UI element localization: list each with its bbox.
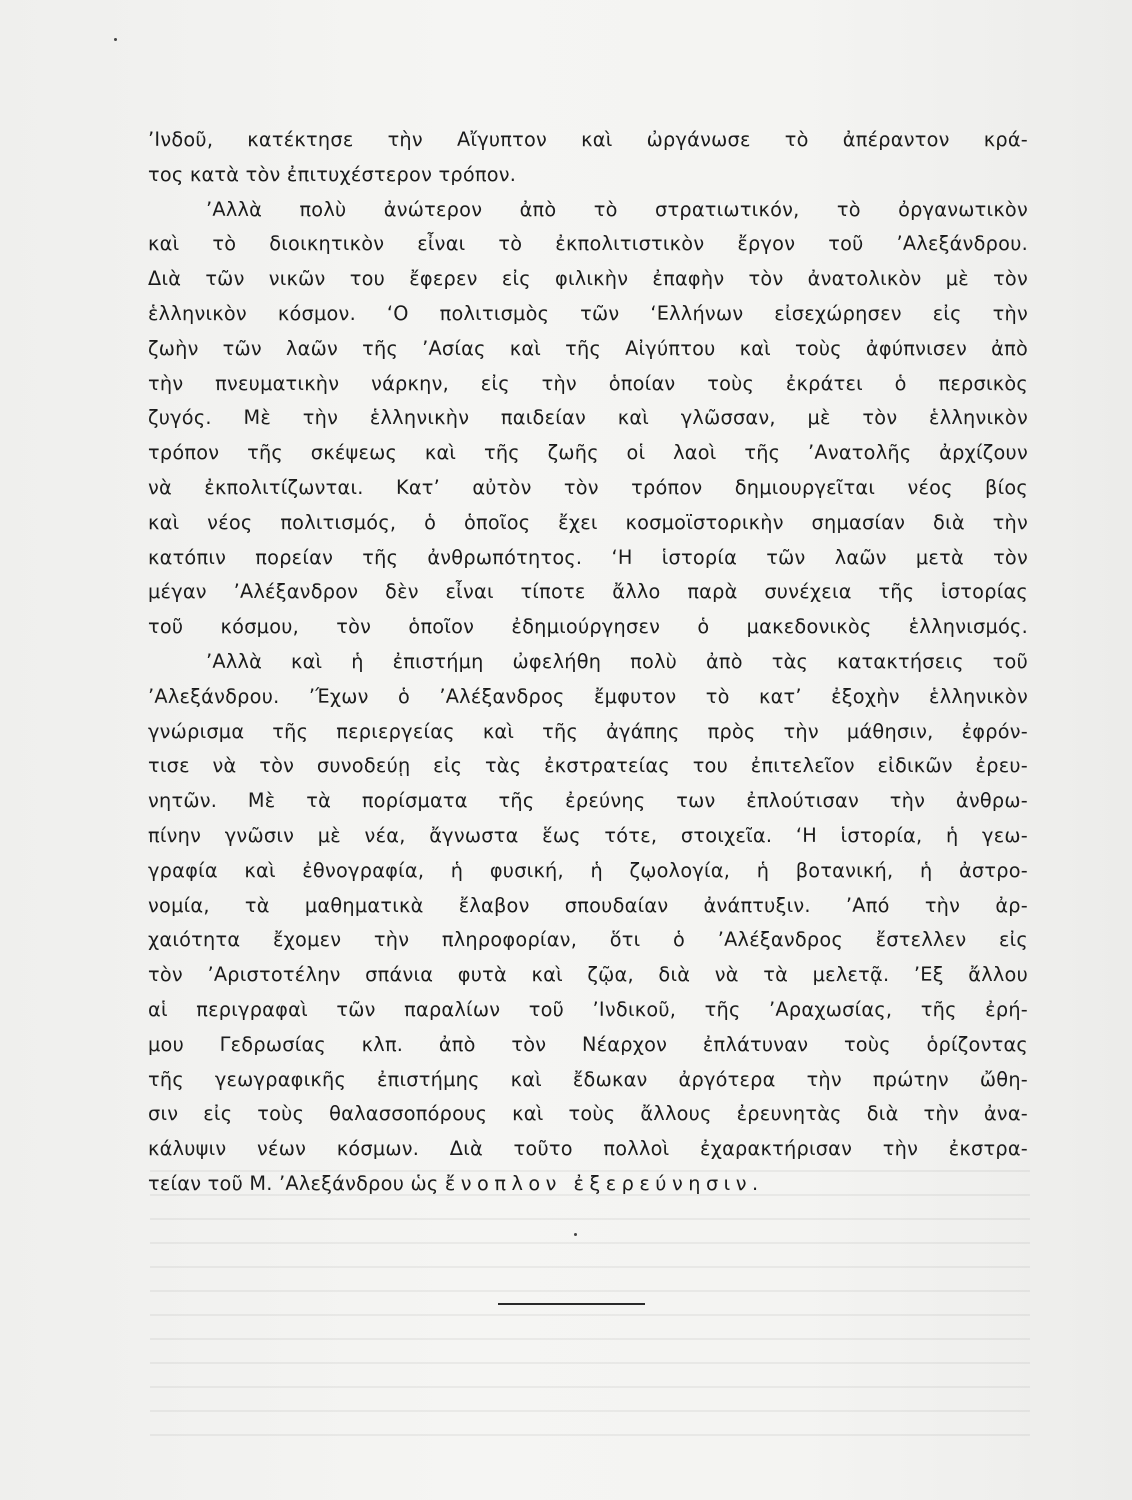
text-line: γνώρισμα τῆς περιεργείας καὶ τῆς ἀγάπης πρὸς τὴν μάθησιν, ἐφρόν- [148,719,1028,743]
spaced-emphasis: ἔνοπλον ἐξερεύνησιν. [444,1171,764,1195]
text-line: ’Αλλὰ καὶ ἡ ἐπιστήμη ὠφελήθη πολὺ ἀπὸ τὰς κατακτήσεις τοῦ [206,649,1028,673]
text-line: κάλυψιν νέων κόσμων. Διὰ τοῦτο πολλοὶ ἐχαρακτήρισαν τὴν ἐκστρα- [148,1137,1028,1161]
text-line: καὶ τὸ διοικητικὸν εἶναι τὸ ἐκπολιτιστικὸν ἔργον τοῦ ’Αλεξάνδρου. [148,232,1028,256]
paragraph-science [148,645,1028,1202]
text-line: νομία, τὰ μαθηματικὰ ἔλαβον σπουδαίαν ἀνάπτυξιν. ’Από τὴν ἀρ- [148,893,1028,917]
paragraph-cultural-work [148,193,1028,645]
center-speck [574,1233,577,1236]
paragraph-continuation [148,123,1028,193]
text-line: τὴν πνευματικὴν νάρκην, εἰς τὴν ὁποίαν τοὺς ἐκράτει ὁ περσικὸς [148,371,1028,395]
text-line: τὸν ’Αριστοτέλην σπάνια φυτὰ καὶ ζῷα, διὰ νὰ τὰ μελετᾷ. ’Εξ ἄλλου [148,963,1028,987]
text-line: τῆς γεωγραφικῆς ἐπιστήμης καὶ ἔδωκαν ἀργότερα τὴν πρώτην ὤθη- [148,1067,1028,1091]
text-line: γραφία καὶ ἐθνογραφία, ἡ φυσική, ἡ ζῳολογία, ἡ βοτανική, ἡ ἀστρο- [148,858,1028,882]
text-line: μου Γεδρωσίας κλπ. ἀπὸ τὸν Νέαρχον ἐπλάτυναν τοὺς ὁρίζοντας [148,1032,1028,1056]
text-line: ἑλληνικὸν κόσμον. ‘Ο πολιτισμὸς τῶν ‘Ελλήνων εἰσεχώρησεν εἰς τὴν [148,301,1028,325]
text-line: νητῶν. Μὲ τὰ πορίσματα τῆς ἐρεύνης των ἐπλούτισαν τὴν ἀνθρω- [148,789,1028,813]
text-line: Διὰ τῶν νικῶν του ἔφερεν εἰς φιλικὴν ἐπαφὴν τὸν ἀνατολικὸν μὲ τὸν [148,267,1028,291]
text-line: ζυγός. Μὲ τὴν ἑλληνικὴν παιδείαν καὶ γλῶσσαν, μὲ τὸν ἑλληνικὸν [148,406,1028,430]
margin-speck [114,38,117,41]
text-line: νὰ ἐκπολιτίζωνται. Κατ’ αὐτὸν τὸν τρόπον δημιουργεῖται νέος βίος [148,475,1028,499]
text-line: ’Αλλὰ πολὺ ἀνώτερον ἀπὸ τὸ στρατιωτικόν, τὸ ὀργανωτικὸν [206,197,1028,221]
text-line: κατόπιν πορείαν τῆς ἀνθρωπότητος. ‘Η ἱστορία τῶν λαῶν μετὰ τὸν [148,545,1028,569]
text-line: ζωὴν τῶν λαῶν τῆς ’Ασίας καὶ τῆς Αἰγύπτου καὶ τοὺς ἀφύπνισεν ἀπὸ [148,336,1028,360]
text-line: ’Αλεξάνδρου. ’Έχων ὁ ’Αλέξανδρος ἔμφυτον τὸ κατ’ ἐξοχὴν ἑλληνικὸν [148,684,1028,708]
text-line: καὶ νέος πολιτισμός, ὁ ὁποῖος ἔχει κοσμοϊστορικὴν σημασίαν διὰ τὴν [148,510,1028,534]
text-line: πίνην γνῶσιν μὲ νέα, ἄγνωστα ἕως τότε, στοιχεῖα. ‘Η ἱστορία, ἡ γεω- [148,823,1028,847]
text-line: ’Ινδοῦ, κατέκτησε τὴν Αἴγυπτον καὶ ὠργάνωσε τὸ ἀπέραντον κρά- [148,128,1028,151]
text-line: τος κατὰ τὸν ἐπιτυχέστερον τρόπον. [148,162,517,186]
text-line: μέγαν ’Αλέξανδρον δὲν εἶναι τίποτε ἄλλο παρὰ συνέχεια τῆς ἱστορίας [148,580,1028,604]
text-line: τισε νὰ τὸν συνοδεύῃ εἰς τὰς ἐκστρατείας του ἐπιτελεῖον εἰδικῶν ἐρευ- [148,754,1028,778]
text-line: αἱ περιγραφαὶ τῶν παραλίων τοῦ ’Ινδικοῦ, τῆς ’Αραχωσίας, τῆς ἐρή- [148,997,1028,1021]
text-line: τρόπον τῆς σκέψεως καὶ τῆς ζωῆς οἱ λαοὶ τῆς ’Ανατολῆς ἀρχίζουν [148,441,1028,465]
text-line: χαιότητα ἔχομεν τὴν πληροφορίαν, ὅτι ὁ ’Αλέξανδρος ἔστελλεν εἰς [148,928,1028,952]
end-rule [498,1303,645,1305]
text-line: τοῦ κόσμου, τὸν ὁποῖον ἐδημιούργησεν ὁ μακεδονικὸς ἑλληνισμός. [148,615,1028,639]
body-text [148,123,1028,1202]
text-line: σιν εἰς τοὺς θαλασσοπόρους καὶ τοὺς ἄλλους ἐρευνητὰς διὰ τὴν ἀνα- [148,1102,1028,1126]
final-line-prefix: τείαν τοῦ Μ. ’Αλεξάνδρου ὡς [148,1171,445,1195]
show-through-text [150,1170,1030,1450]
final-text-line [148,1167,1028,1202]
